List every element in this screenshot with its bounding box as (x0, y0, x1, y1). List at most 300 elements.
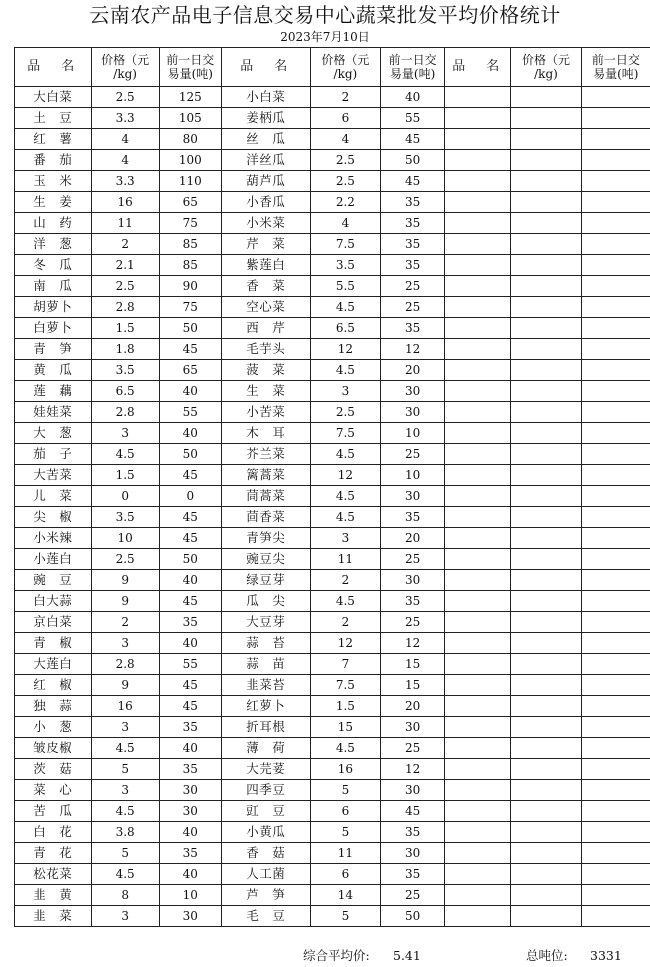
cell-volume: 55 (159, 654, 221, 675)
cell-price: 4.5 (310, 360, 380, 381)
cell-volume: 90 (159, 276, 221, 297)
cell-price: 2 (91, 612, 159, 633)
cell-price: 12 (310, 633, 380, 654)
cell-volume: 45 (159, 591, 221, 612)
cell-name: 苦 瓜 (15, 801, 92, 822)
cell-price: 2.5 (310, 171, 380, 192)
cell-empty (445, 402, 511, 423)
cell-empty (445, 444, 511, 465)
cell-name: 小黄瓜 (221, 822, 310, 843)
cell-empty (511, 423, 581, 444)
cell-empty (511, 717, 581, 738)
cell-name: 冬 瓜 (15, 255, 92, 276)
cell-name: 青 笋 (15, 339, 92, 360)
cell-volume: 40 (381, 87, 445, 108)
cell-empty (581, 171, 650, 192)
cell-price: 3.3 (91, 171, 159, 192)
cell-volume: 105 (159, 108, 221, 129)
cell-volume: 10 (381, 465, 445, 486)
cell-name: 茄 子 (15, 444, 92, 465)
cell-empty (511, 192, 581, 213)
cell-price: 3 (91, 780, 159, 801)
cell-empty (511, 906, 581, 927)
cell-empty (581, 255, 650, 276)
cell-name: 大豆芽 (221, 612, 310, 633)
cell-name: 小香瓜 (221, 192, 310, 213)
table-row (15, 486, 650, 507)
cell-volume: 25 (381, 738, 445, 759)
cell-empty (581, 528, 650, 549)
cell-empty (581, 906, 650, 927)
cell-name: 小米辣 (15, 528, 92, 549)
cell-empty (445, 717, 511, 738)
cell-name: 玉 米 (15, 171, 92, 192)
table-row (15, 801, 650, 822)
cell-volume: 40 (159, 381, 221, 402)
cell-name: 红萝卜 (221, 696, 310, 717)
cell-price: 2.5 (310, 150, 380, 171)
cell-empty (445, 738, 511, 759)
cell-volume: 45 (159, 339, 221, 360)
table-row (15, 906, 650, 927)
cell-empty (511, 759, 581, 780)
table-row (15, 150, 650, 171)
cell-volume: 12 (381, 633, 445, 654)
cell-empty (445, 381, 511, 402)
cell-empty (511, 738, 581, 759)
cell-volume: 50 (381, 906, 445, 927)
cell-empty (581, 213, 650, 234)
cell-empty (445, 234, 511, 255)
cell-volume: 35 (381, 234, 445, 255)
cell-name: 丝 瓜 (221, 129, 310, 150)
cell-empty (511, 486, 581, 507)
cell-name: 白萝卜 (15, 318, 92, 339)
header-name-1: 品 名 (15, 48, 92, 87)
cell-empty (511, 129, 581, 150)
cell-empty (445, 339, 511, 360)
cell-empty (511, 276, 581, 297)
cell-name: 茨 菇 (15, 759, 92, 780)
cell-name: 小苦菜 (221, 402, 310, 423)
cell-price: 2.5 (310, 402, 380, 423)
cell-volume: 35 (159, 759, 221, 780)
cell-name: 芥兰菜 (221, 444, 310, 465)
cell-price: 6 (310, 108, 380, 129)
cell-name: 四季豆 (221, 780, 310, 801)
cell-price: 2.8 (91, 654, 159, 675)
cell-empty (511, 318, 581, 339)
cell-empty (445, 129, 511, 150)
cell-empty (581, 486, 650, 507)
cell-volume: 85 (159, 234, 221, 255)
cell-price: 3 (310, 528, 380, 549)
cell-price: 16 (91, 696, 159, 717)
table-row (15, 381, 650, 402)
cell-volume: 12 (381, 759, 445, 780)
cell-price: 2.5 (91, 87, 159, 108)
table-row (15, 780, 650, 801)
header-volume-3: 前一日交 易量(吨) (581, 48, 650, 87)
cell-name: 娃娃菜 (15, 402, 92, 423)
header-price-3: 价格（元 /kg) (511, 48, 581, 87)
cell-volume: 35 (381, 507, 445, 528)
cell-name: 南 瓜 (15, 276, 92, 297)
header-volume-1: 前一日交 易量(吨) (159, 48, 221, 87)
cell-empty (511, 297, 581, 318)
cell-price: 2 (91, 234, 159, 255)
cell-volume: 75 (159, 297, 221, 318)
cell-price: 4 (91, 150, 159, 171)
cell-empty (511, 213, 581, 234)
table-row (15, 612, 650, 633)
cell-volume: 50 (159, 549, 221, 570)
cell-name: 葫芦瓜 (221, 171, 310, 192)
cell-volume: 30 (159, 801, 221, 822)
cell-name: 毛芋头 (221, 339, 310, 360)
cell-empty (445, 759, 511, 780)
cell-volume: 40 (159, 822, 221, 843)
cell-price: 5 (310, 822, 380, 843)
cell-empty (581, 423, 650, 444)
cell-empty (581, 570, 650, 591)
cell-volume: 40 (159, 864, 221, 885)
page-title: 云南农产品电子信息交易中心蔬菜批发平均价格统计 (89, 3, 561, 27)
cell-empty (581, 717, 650, 738)
cell-volume: 35 (381, 213, 445, 234)
cell-price: 3.5 (310, 255, 380, 276)
cell-empty (445, 87, 511, 108)
header-name-2: 品 名 (221, 48, 310, 87)
cell-empty (445, 906, 511, 927)
cell-name: 韭菜苔 (221, 675, 310, 696)
cell-price: 2.5 (91, 549, 159, 570)
cell-volume: 35 (381, 591, 445, 612)
cell-name: 大芫荽 (221, 759, 310, 780)
cell-empty (445, 297, 511, 318)
cell-price: 9 (91, 570, 159, 591)
table-row (15, 570, 650, 591)
cell-price: 9 (91, 675, 159, 696)
cell-volume: 20 (381, 696, 445, 717)
cell-name: 番 茄 (15, 150, 92, 171)
cell-empty (581, 738, 650, 759)
cell-volume: 110 (159, 171, 221, 192)
cell-empty (445, 465, 511, 486)
cell-empty (511, 171, 581, 192)
cell-volume: 125 (159, 87, 221, 108)
cell-price: 6 (310, 864, 380, 885)
table-row (15, 171, 650, 192)
cell-price: 5.5 (310, 276, 380, 297)
cell-name: 韭 黄 (15, 885, 92, 906)
cell-name: 小莲白 (15, 549, 92, 570)
cell-name: 白 花 (15, 822, 92, 843)
cell-empty (445, 360, 511, 381)
cell-empty (511, 843, 581, 864)
table-row (15, 654, 650, 675)
cell-name: 松花菜 (15, 864, 92, 885)
cell-price: 11 (310, 549, 380, 570)
cell-price: 4 (91, 129, 159, 150)
cell-volume: 25 (381, 885, 445, 906)
table-row (15, 465, 650, 486)
cell-volume: 45 (159, 465, 221, 486)
cell-price: 2.8 (91, 402, 159, 423)
table-row (15, 213, 650, 234)
cell-name: 独 蒜 (15, 696, 92, 717)
cell-name: 绿豆芽 (221, 570, 310, 591)
cell-price: 5 (91, 759, 159, 780)
cell-name: 篱蒿菜 (221, 465, 310, 486)
cell-empty (511, 528, 581, 549)
cell-name: 菜 心 (15, 780, 92, 801)
cell-empty (581, 822, 650, 843)
cell-price: 4.5 (310, 507, 380, 528)
cell-empty (445, 822, 511, 843)
table-row (15, 717, 650, 738)
cell-name: 洋丝瓜 (221, 150, 310, 171)
cell-price: 4.5 (91, 801, 159, 822)
cell-empty (445, 318, 511, 339)
cell-empty (445, 864, 511, 885)
cell-price: 6 (310, 801, 380, 822)
cell-name: 京白菜 (15, 612, 92, 633)
cell-volume: 75 (159, 213, 221, 234)
cell-volume: 10 (381, 423, 445, 444)
cell-price: 7 (310, 654, 380, 675)
cell-empty (581, 297, 650, 318)
cell-price: 16 (310, 759, 380, 780)
cell-price: 2.5 (91, 276, 159, 297)
table-row (15, 738, 650, 759)
cell-volume: 15 (381, 654, 445, 675)
cell-empty (511, 654, 581, 675)
cell-price: 2 (310, 87, 380, 108)
cell-empty (511, 444, 581, 465)
cell-name: 西 芹 (221, 318, 310, 339)
cell-price: 10 (91, 528, 159, 549)
cell-name: 香 菜 (221, 276, 310, 297)
cell-name: 菠 菜 (221, 360, 310, 381)
cell-volume: 100 (159, 150, 221, 171)
cell-volume: 50 (159, 444, 221, 465)
cell-price: 1.5 (310, 696, 380, 717)
cell-volume: 50 (381, 150, 445, 171)
cell-price: 3.5 (91, 507, 159, 528)
cell-empty (581, 444, 650, 465)
cell-empty (445, 423, 511, 444)
cell-volume: 30 (159, 780, 221, 801)
cell-empty (445, 108, 511, 129)
cell-empty (581, 843, 650, 864)
cell-name: 黄 瓜 (15, 360, 92, 381)
cell-name: 白大蒜 (15, 591, 92, 612)
cell-empty (445, 276, 511, 297)
cell-price: 7.5 (310, 423, 380, 444)
cell-price: 5 (91, 843, 159, 864)
cell-price: 16 (91, 192, 159, 213)
cell-empty (581, 801, 650, 822)
cell-name: 毛 豆 (221, 906, 310, 927)
cell-volume: 20 (381, 528, 445, 549)
table-row (15, 675, 650, 696)
cell-empty (445, 507, 511, 528)
cell-volume: 25 (381, 549, 445, 570)
cell-price: 7.5 (310, 234, 380, 255)
cell-name: 瓜 尖 (221, 591, 310, 612)
cell-empty (581, 675, 650, 696)
table-row (15, 843, 650, 864)
table-row (15, 423, 650, 444)
cell-empty (445, 213, 511, 234)
cell-empty (445, 570, 511, 591)
table-row (15, 507, 650, 528)
cell-empty (511, 108, 581, 129)
table-row (15, 633, 650, 654)
table-row (15, 402, 650, 423)
header-name-3: 品 名 (445, 48, 511, 87)
cell-volume: 35 (159, 612, 221, 633)
cell-empty (581, 402, 650, 423)
table-row (15, 339, 650, 360)
cell-name: 折耳根 (221, 717, 310, 738)
cell-price: 2.1 (91, 255, 159, 276)
cell-name: 大 葱 (15, 423, 92, 444)
cell-volume: 30 (381, 402, 445, 423)
cell-volume: 15 (381, 675, 445, 696)
cell-volume: 45 (381, 129, 445, 150)
cell-price: 2.8 (91, 297, 159, 318)
cell-volume: 0 (159, 486, 221, 507)
table-row (15, 444, 650, 465)
cell-name: 茴香菜 (221, 507, 310, 528)
average-price-value: 5.41 (393, 948, 421, 963)
cell-empty (581, 360, 650, 381)
cell-price: 3.3 (91, 108, 159, 129)
cell-name: 青 椒 (15, 633, 92, 654)
cell-volume: 35 (381, 822, 445, 843)
cell-empty (511, 864, 581, 885)
cell-empty (511, 465, 581, 486)
cell-volume: 30 (381, 381, 445, 402)
cell-volume: 30 (159, 906, 221, 927)
cell-price: 1.8 (91, 339, 159, 360)
cell-name: 尖 椒 (15, 507, 92, 528)
cell-empty (511, 633, 581, 654)
cell-name: 儿 菜 (15, 486, 92, 507)
cell-empty (511, 87, 581, 108)
cell-empty (511, 780, 581, 801)
table-row (15, 591, 650, 612)
table-row (15, 192, 650, 213)
cell-volume: 40 (159, 738, 221, 759)
cell-empty (581, 150, 650, 171)
cell-price: 4 (310, 213, 380, 234)
cell-volume: 65 (159, 192, 221, 213)
cell-empty (511, 801, 581, 822)
table-row (15, 696, 650, 717)
cell-name: 土 豆 (15, 108, 92, 129)
cell-name: 薄 荷 (221, 738, 310, 759)
cell-name: 大白菜 (15, 87, 92, 108)
cell-price: 1.5 (91, 318, 159, 339)
cell-price: 4 (310, 129, 380, 150)
cell-volume: 45 (381, 171, 445, 192)
cell-empty (581, 633, 650, 654)
cell-price: 2.2 (310, 192, 380, 213)
cell-empty (511, 675, 581, 696)
cell-price: 4.5 (310, 297, 380, 318)
price-table (14, 47, 650, 927)
cell-price: 0 (91, 486, 159, 507)
cell-name: 豌 豆 (15, 570, 92, 591)
cell-price: 2 (310, 570, 380, 591)
cell-empty (511, 549, 581, 570)
cell-volume: 80 (159, 129, 221, 150)
cell-empty (581, 591, 650, 612)
cell-empty (581, 234, 650, 255)
cell-volume: 45 (159, 696, 221, 717)
cell-name: 皱皮椒 (15, 738, 92, 759)
cell-empty (511, 255, 581, 276)
cell-price: 4.5 (91, 444, 159, 465)
cell-empty (581, 192, 650, 213)
cell-price: 4.5 (310, 738, 380, 759)
cell-name: 山 药 (15, 213, 92, 234)
cell-price: 4.5 (91, 738, 159, 759)
cell-name: 大莲白 (15, 654, 92, 675)
cell-price: 12 (310, 339, 380, 360)
cell-price: 3 (91, 423, 159, 444)
table-row (15, 528, 650, 549)
table-row (15, 318, 650, 339)
cell-empty (581, 612, 650, 633)
cell-price: 6.5 (91, 381, 159, 402)
cell-empty (511, 885, 581, 906)
cell-volume: 25 (381, 444, 445, 465)
cell-price: 3.8 (91, 822, 159, 843)
cell-volume: 40 (159, 423, 221, 444)
cell-name: 姜柄瓜 (221, 108, 310, 129)
cell-empty (445, 150, 511, 171)
cell-name: 胡萝卜 (15, 297, 92, 318)
cell-volume: 30 (381, 843, 445, 864)
cell-empty (511, 339, 581, 360)
cell-name: 豇 豆 (221, 801, 310, 822)
cell-empty (581, 465, 650, 486)
cell-empty (581, 339, 650, 360)
cell-price: 3 (91, 633, 159, 654)
cell-empty (445, 528, 511, 549)
table-row (15, 129, 650, 150)
cell-empty (445, 591, 511, 612)
cell-volume: 40 (159, 570, 221, 591)
cell-empty (581, 654, 650, 675)
cell-empty (511, 612, 581, 633)
cell-price: 15 (310, 717, 380, 738)
cell-empty (511, 402, 581, 423)
cell-empty (581, 318, 650, 339)
cell-volume: 35 (159, 717, 221, 738)
cell-name: 茼蒿菜 (221, 486, 310, 507)
cell-empty (511, 822, 581, 843)
table-body (15, 87, 650, 927)
cell-name: 木 耳 (221, 423, 310, 444)
cell-volume: 30 (381, 570, 445, 591)
cell-empty (445, 843, 511, 864)
cell-name: 青 花 (15, 843, 92, 864)
